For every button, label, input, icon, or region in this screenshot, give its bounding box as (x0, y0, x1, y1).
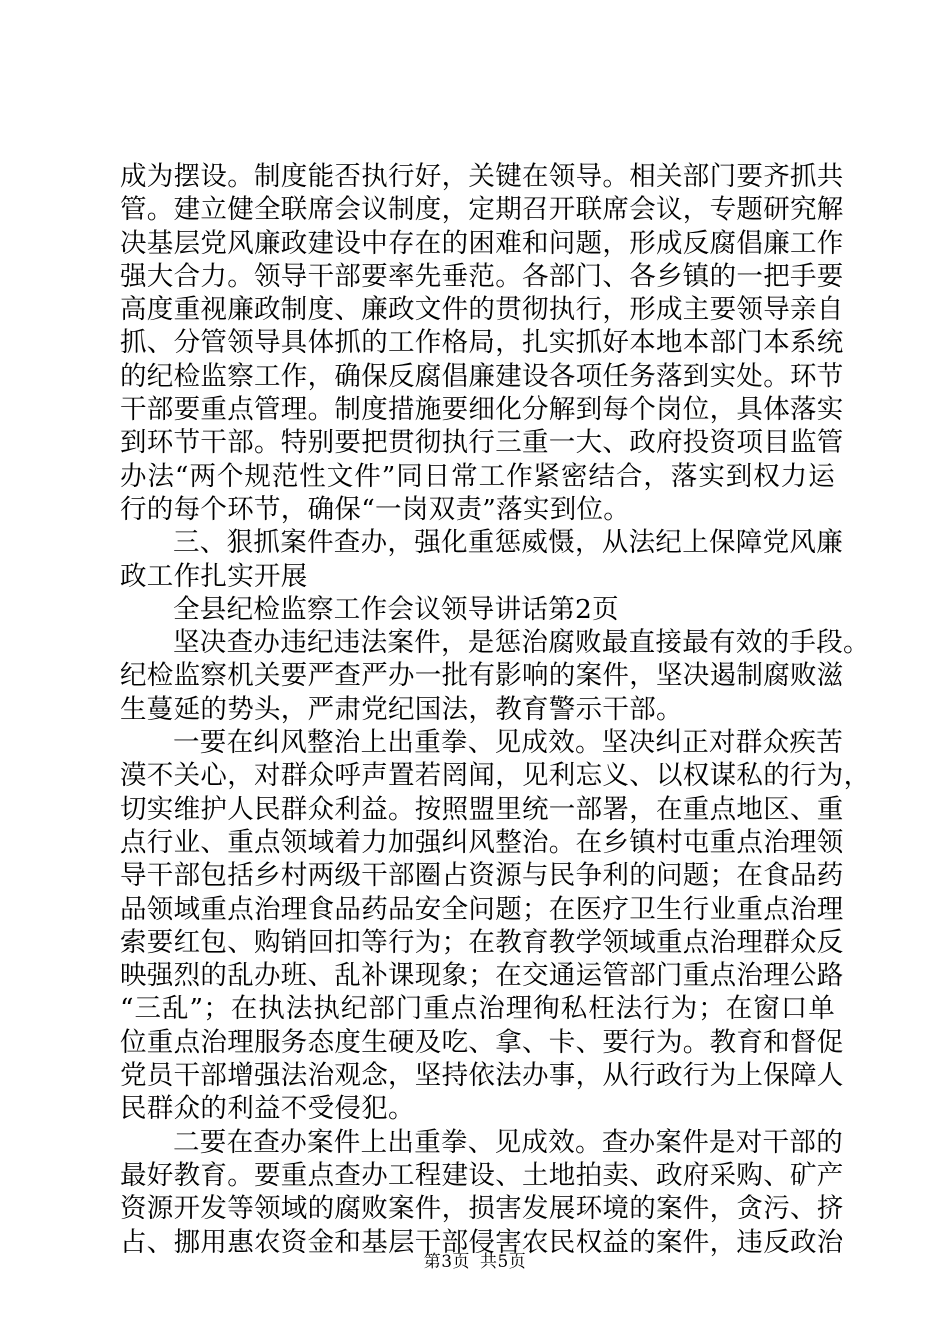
page-number: 第3页 (423, 1252, 471, 1272)
text-line: 三、狠抓案件查办，强化重惩威慑，从法纪上保障党风廉 (173, 527, 843, 559)
text-line: 全县纪检监察工作会议领导讲话第2页 (173, 593, 619, 625)
text-line: 品领域重点治理食品药品安全问题；在医疗卫生行业重点治理 (120, 893, 844, 925)
text-line: 切实维护人民群众利益。按照盟里统一部署，在重点地区、重 (120, 793, 844, 825)
text-line: 坚决查办违纪违法案件，是惩治腐败最直接最有效的手段。 (173, 627, 870, 659)
text-line: 党员干部增强法治观念，坚持依法办事，从行政行为上保障人 (120, 1060, 844, 1092)
paragraph (120, 626, 870, 726)
text-line: 生蔓延的势头，严肃党纪国法，教育警示干部。 (120, 693, 683, 725)
text-line: 纪检监察机关要严查严办一批有影响的案件，坚决遏制腐败滋 (120, 660, 844, 692)
text-line: 行的每个环节，确保“一岗双责”落实到位。 (120, 493, 631, 525)
text-line: 办法“两个规范性文件”同日常工作紧密结合，落实到权力运 (120, 460, 835, 492)
text-line: 决基层党风廉政建设中存在的困难和问题，形成反腐倡廉工作 (120, 227, 844, 259)
text-line: 一要在纠风整治上出重拳、见成效。坚决纠正对群众疾苦 (173, 727, 843, 759)
text-line: 政工作扎实开展 (120, 560, 308, 592)
page-footer (0, 1247, 950, 1272)
paragraph (120, 593, 835, 626)
text-line: 的纪检监察工作，确保反腐倡廉建设各项任务落到实处。环节 (120, 360, 844, 392)
document-body (120, 160, 871, 1259)
text-line: 占、挪用惠农资金和基层干部侵害农民权益的案件，违反政治 (120, 1226, 844, 1258)
text-line: 管。建立健全联席会议制度，定期召开联席会议，专题研究解 (120, 194, 844, 226)
text-line: 到环节干部。特别要把贯彻执行三重一大、政府投资项目监管 (120, 427, 844, 459)
text-line: 资源开发等领域的腐败案件，损害发展环境的案件，贪污、挤 (120, 1193, 844, 1225)
paragraph (120, 526, 843, 593)
text-line: 导干部包括乡村两级干部圈占资源与民争利的问题；在食品药 (120, 860, 844, 892)
text-line: 民群众的利益不受侵犯。 (120, 1093, 415, 1125)
text-line: 漠不关心，对群众呼声置若罔闻，见利忘义、以权谋私的行为， (120, 760, 871, 792)
text-line: 最好教育。要重点查办工程建设、土地拍卖、政府采购、矿产 (120, 1159, 844, 1191)
text-line: 干部要重点管理。制度措施要细化分解到每个岗位，具体落实 (120, 394, 844, 426)
paragraph (120, 726, 871, 1126)
text-line: 抓、分管领导具体抓的工作格局，扎实抓好本地本部门本系统 (120, 327, 844, 359)
text-line: 二要在查办案件上出重拳、见成效。查办案件是对干部的 (173, 1126, 843, 1158)
paragraph (120, 160, 844, 526)
text-line: 强大合力。领导干部要率先垂范。各部门、各乡镇的一把手要 (120, 260, 844, 292)
text-line: 索要红包、购销回扣等行为；在教育教学领域重点治理群众反 (120, 926, 844, 958)
text-line: 高度重视廉政制度、廉政文件的贯彻执行，形成主要领导亲自 (120, 294, 844, 326)
text-line: 成为摆设。制度能否执行好，关键在领导。相关部门要齐抓共 (120, 161, 844, 192)
text-line: “三乱”；在执法执纪部门重点治理徇私枉法行为；在窗口单 (120, 993, 835, 1025)
text-line: 位重点治理服务态度生硬及吃、拿、卡、要行为。教育和督促 (120, 1026, 844, 1058)
paragraph (120, 1126, 844, 1259)
page-total: 共5页 (479, 1252, 527, 1272)
text-line: 映强烈的乱办班、乱补课现象；在交通运管部门重点治理公路 (120, 960, 844, 992)
text-line: 点行业、重点领域着力加强纠风整治。在乡镇村屯重点治理领 (120, 826, 844, 858)
